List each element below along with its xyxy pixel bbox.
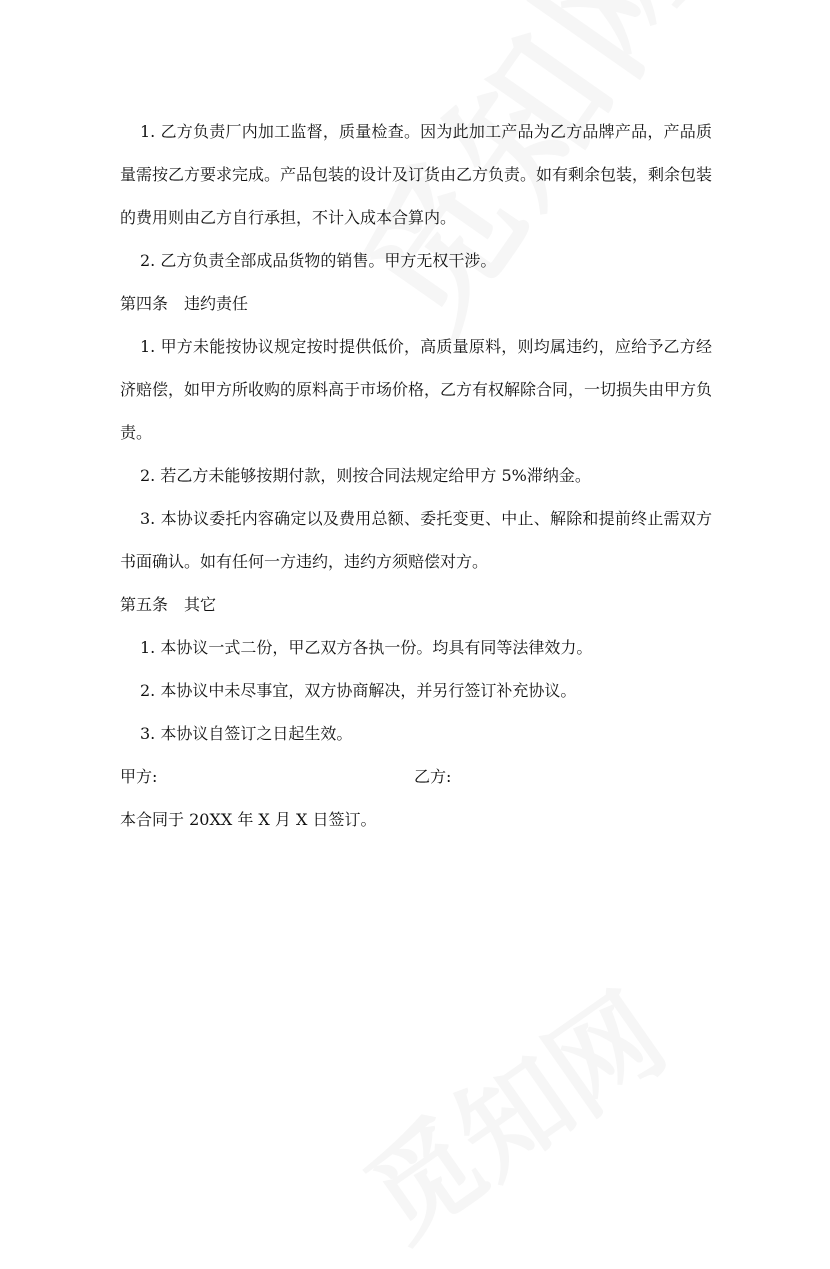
party-b-label: 乙方:: [414, 767, 452, 786]
article-5-heading: 第五条 其它: [120, 595, 217, 614]
article-4-item-1: 1. 甲方未能按协议规定按时提供低价，高质量原料，则均属违约，应给予乙方经济赔偿，如甲方所收购的原料高于市场价格，乙方有权解除合同，一切损失由甲方负责。: [120, 337, 713, 442]
party-a-label: 甲方:: [120, 767, 158, 786]
article-4-item-2: 2. 若乙方未能够按期付款，则按合同法规定给甲方 5%滞纳金。: [140, 466, 591, 485]
article-5-item-2: 2. 本协议中未尽事宜，双方协商解决，并另行签订补充协议。: [140, 681, 577, 700]
article-4-heading: 第四条 违约责任: [120, 294, 249, 313]
clause-3-item-1: 1. 乙方负责厂内加工监督，质量检查。因为此加工产品为乙方品牌产品，产品质量需按乙方要求完成。产品包装的设计及订货由乙方负责。如有剩余包装，剩余包装的费用则由乙方自行承担，不计入成本合算内。: [120, 122, 713, 227]
signature-row: [120, 755, 712, 798]
document-body: [120, 110, 712, 841]
signing-date: 本合同于 20XX 年 X 月 X 日签订。: [120, 810, 377, 829]
clause-3-item-2: 2. 乙方负责全部成品货物的销售。甲方无权干涉。: [140, 251, 497, 270]
article-5-item-3: 3. 本协议自签订之日起生效。: [140, 724, 353, 743]
watermark-bottom: [330, 951, 691, 1269]
article-4-item-3: 3. 本协议委托内容确定以及费用总额、委托变更、中止、解除和提前终止需双方书面确认。如有任何一方违约，违约方须赔偿对方。: [120, 509, 712, 571]
article-5-item-1: 1. 本协议一式二份，甲乙双方各执一份。均具有同等法律效力。: [140, 638, 593, 657]
